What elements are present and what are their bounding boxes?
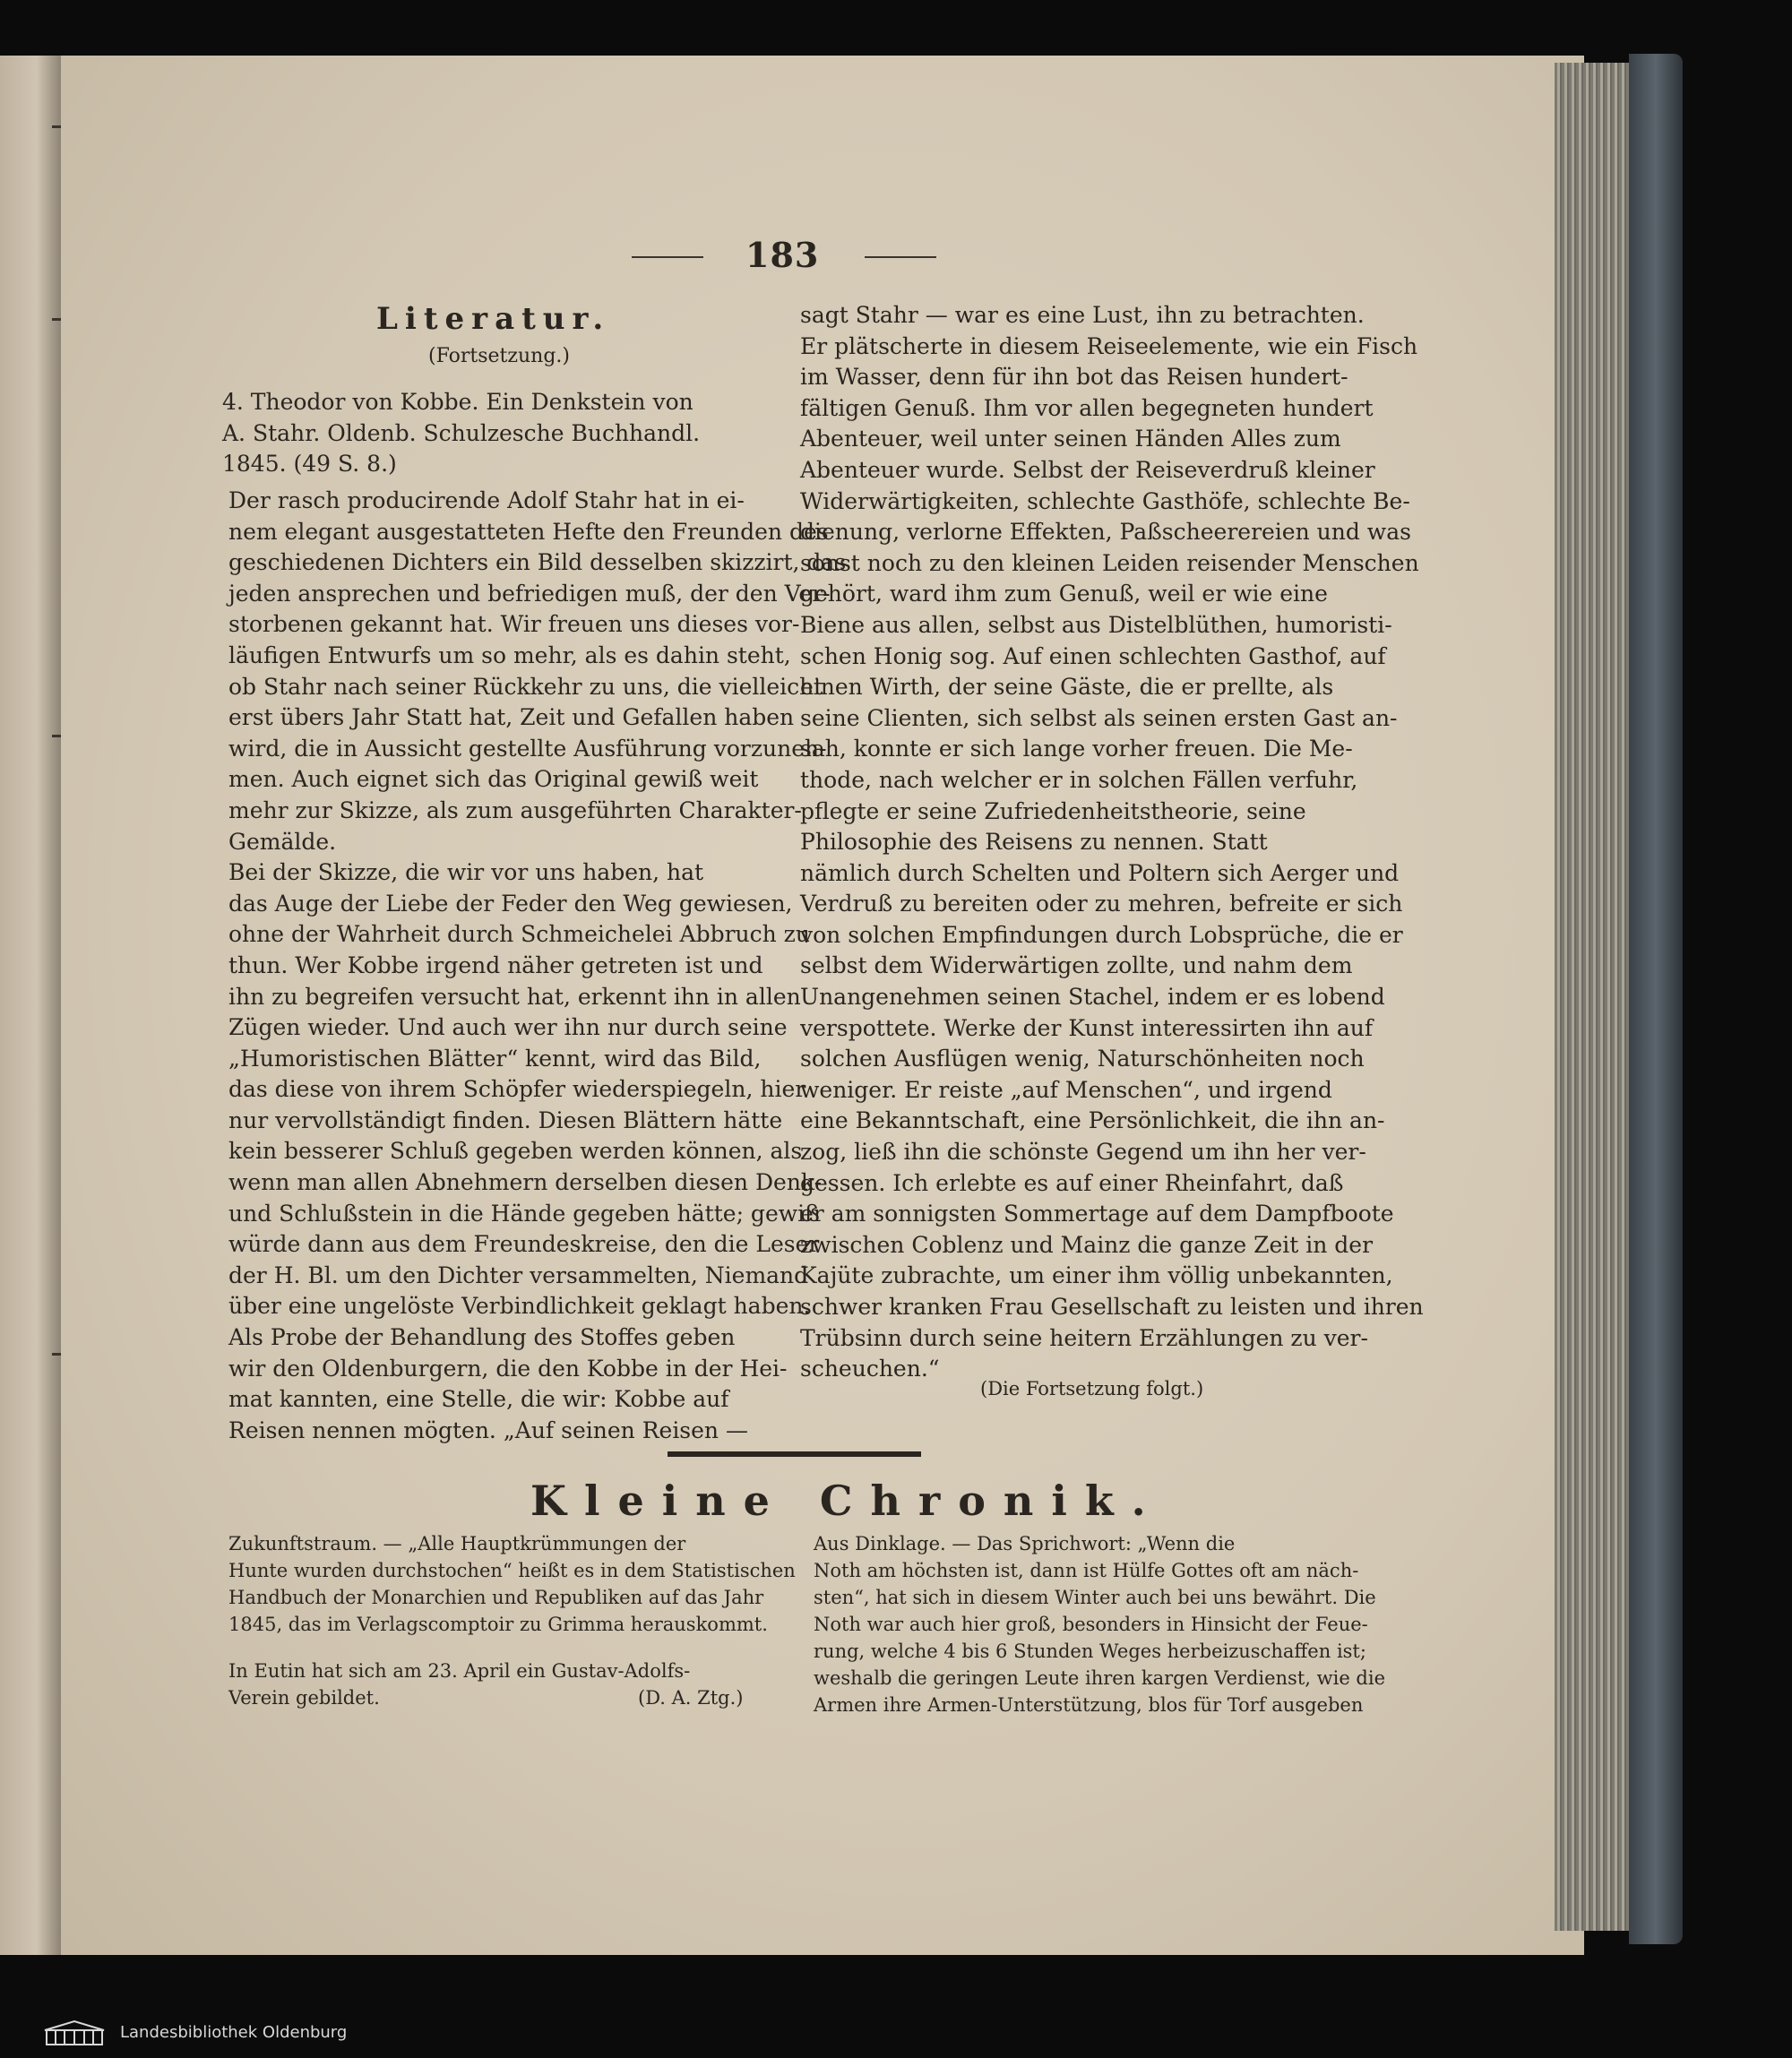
- text-line: nem elegant ausgestatteten Hefte den Freunden des: [228, 518, 829, 545]
- chronik-title: Kleine Chronik.: [530, 1477, 1164, 1525]
- text-line: Als Probe der Behandlung des Stoffes geben: [228, 1324, 736, 1351]
- chronik-line: Noth war auch hier groß, besonders in Hinsicht der Feue-: [814, 1614, 1368, 1635]
- text-line: selbst dem Widerwärtigen zollte, und nahm dem: [800, 952, 1353, 979]
- adjacent-page-edge: [0, 56, 61, 1955]
- text-line: Der rasch producirende Adolf Stahr hat in ei-: [228, 487, 745, 513]
- chronik-line: Aus Dinklage. — Das Sprichwort: „Wenn die: [814, 1533, 1236, 1554]
- text-line: Gemälde.: [228, 828, 337, 855]
- book-entry: [222, 387, 773, 480]
- text-line: solchen Ausflügen wenig, Naturschönheiten noch: [800, 1046, 1365, 1072]
- text-line: einen Wirth, der seine Gäste, die er prellte, als: [800, 674, 1334, 701]
- text-line: von solchen Empfindungen durch Lobsprüche, die er: [800, 921, 1403, 948]
- chronik-line: sten“, hat sich in diesem Winter auch bei uns bewährt. Die: [814, 1587, 1376, 1608]
- chronik-source: (D. A. Ztg.): [638, 1687, 744, 1709]
- entry-line: 1845. (49 S. 8.): [222, 451, 397, 478]
- text-line: ohne der Wahrheit durch Schmeichelei Abbruch zu: [228, 921, 810, 948]
- library-name[interactable]: Landesbibliothek Oldenburg: [120, 2023, 348, 2042]
- chronik-right-column: [814, 1530, 1386, 1718]
- text-line: er am sonnigsten Sommertage auf dem Dampfboote: [800, 1201, 1394, 1227]
- text-line: würde dann aus dem Freundeskreise, den die Leser: [228, 1231, 820, 1258]
- text-line: „Humoristischen Blätter“ kennt, wird das Bild,: [228, 1045, 762, 1072]
- text-line: pflegte er seine Zufriedenheitstheorie, seine: [800, 797, 1306, 824]
- text-line: men. Auch eignet sich das Original gewiß weit: [228, 766, 759, 793]
- entry-line: 4. Theodor von Kobbe. Ein Denkstein von: [222, 389, 694, 415]
- text-line: zog, ließ ihn die schönste Gegend um ihn her ver-: [800, 1139, 1366, 1166]
- text-line: das Auge der Liebe der Feder den Weg gewiesen,: [228, 890, 793, 917]
- section-title: Literatur.: [376, 301, 611, 337]
- text-line: Widerwärtigkeiten, schlechte Gasthöfe, schlechte Be-: [800, 487, 1410, 514]
- binding-mark: [52, 318, 61, 321]
- left-column-text: [228, 486, 847, 1446]
- chronik-line: 1845, das im Verlagscomptoir zu Grimma herauskommt.: [228, 1614, 768, 1635]
- text-line: wird, die in Aussicht gestellte Ausführung vorzuneh-: [228, 735, 827, 762]
- chronik-line: Noth am höchsten ist, dann ist Hülfe Gottes oft am näch-: [814, 1560, 1359, 1581]
- text-line: der H. Bl. um den Dichter versammelten, Niemand: [228, 1261, 809, 1288]
- text-line: Verdruß zu bereiten oder zu mehren, befreite er sich: [800, 891, 1403, 917]
- chronik-line: Verein gebildet.: [228, 1687, 380, 1709]
- text-line: Kajüte zubrachte, um einer ihm völlig unbekannten,: [800, 1262, 1393, 1289]
- text-line: gessen. Ich erlebte es auf einer Rheinfahrt, daß: [800, 1169, 1344, 1196]
- text-line: Bei der Skizze, die wir vor uns haben, hat: [228, 859, 704, 886]
- header-rule-left: [632, 256, 703, 258]
- header-rule-right: [865, 256, 936, 258]
- text-line: thun. Wer Kobbe irgend näher getreten ist und: [228, 952, 763, 978]
- text-line: wir den Oldenburgern, die den Kobbe in der Hei-: [228, 1355, 788, 1382]
- binding-mark: [52, 735, 61, 737]
- text-line: dienung, verlorne Effekten, Paßscheerereien und was: [800, 519, 1411, 546]
- chronik-line: Handbuch der Monarchien und Republiken auf das Jahr: [228, 1587, 764, 1608]
- chronik-line: Hunte wurden durchstochen“ heißt es in dem Statistischen: [228, 1560, 796, 1581]
- text-line: mehr zur Skizze, als zum ausgeführten Charakter-: [228, 797, 802, 823]
- text-line: geschiedenen Dichters ein Bild desselben skizzirt, das: [228, 549, 847, 576]
- text-line: Biene aus allen, selbst aus Distelblüthen, humoristi-: [800, 611, 1392, 638]
- text-line: kein besserer Schluß gegeben werden können, als: [228, 1138, 803, 1165]
- text-line: scheuchen.“: [800, 1356, 940, 1382]
- text-line: seine Clienten, sich selbst als seinen ersten Gast an-: [800, 704, 1398, 731]
- text-line: storbenen gekannt hat. Wir freuen uns dieses vor-: [228, 611, 800, 638]
- text-line: und Schlußstein in die Hände gegeben hätte; gewiß: [228, 1200, 820, 1227]
- text-line: Er plätscherte in diesem Reiseelemente, wie ein Fisch: [800, 332, 1418, 359]
- chronik-line: Armen ihre Armen-Unterstützung, blos für Torf ausgeben: [814, 1694, 1364, 1716]
- text-line: sah, konnte er sich lange vorher freuen. Die Me-: [800, 736, 1353, 762]
- section-divider: [668, 1451, 921, 1457]
- text-line: Philosophie des Reisens zu nennen. Statt: [800, 829, 1268, 856]
- text-line: wenn man allen Abnehmern derselben diesen Denk-: [228, 1169, 823, 1196]
- text-line: ob Stahr nach seiner Rückkehr zu uns, die vielleicht: [228, 673, 823, 700]
- book-cover: [1629, 54, 1683, 1944]
- text-line: weniger. Er reiste „auf Menschen“, und irgend: [800, 1076, 1332, 1103]
- chronik-line: In Eutin hat sich am 23. April ein Gustav-Adolfs-: [228, 1660, 691, 1682]
- text-line: Abenteuer, weil unter seinen Händen Alles zum: [800, 426, 1341, 452]
- text-line: fältigen Genuß. Ihm vor allen begegneten hundert: [800, 394, 1374, 421]
- chronik-left-column: [228, 1530, 796, 1638]
- binding-mark: [52, 125, 61, 128]
- text-line: jeden ansprechen und befriedigen muß, der den Ver-: [228, 580, 831, 607]
- text-line: Zügen wieder. Und auch wer ihn nur durch seine: [228, 1014, 788, 1041]
- text-line: sagt Stahr — war es eine Lust, ihn zu betrachten.: [800, 302, 1365, 328]
- chronik-line: weshalb die geringen Leute ihren kargen Verdienst, wie die: [814, 1667, 1386, 1689]
- text-line: gehört, ward ihm zum Genuß, weil er wie eine: [800, 581, 1328, 607]
- text-line: mat kannten, eine Stelle, die wir: Kobbe auf: [228, 1386, 729, 1413]
- chronik-line: Zukunftstraum. — „Alle Hauptkrümmungen der: [228, 1533, 686, 1554]
- library-building-icon: [43, 2019, 106, 2046]
- text-line: erst übers Jahr Statt hat, Zeit und Gefallen haben: [228, 704, 795, 731]
- text-line: über eine ungelöste Verbindlichkeit geklagt haben.: [228, 1293, 811, 1320]
- text-line: schwer kranken Frau Gesellschaft zu leisten und ihren: [800, 1294, 1424, 1320]
- text-line: ihn zu begreifen versucht hat, erkennt ihn in allen: [228, 983, 801, 1010]
- entry-line: A. Stahr. Oldenb. Schulzesche Buchhandl.: [222, 419, 701, 446]
- text-line: Abenteuer wurde. Selbst der Reiseverdruß kleiner: [800, 456, 1375, 483]
- binding-mark: [52, 1353, 61, 1356]
- text-line: nämlich durch Schelten und Poltern sich Aerger und: [800, 859, 1400, 886]
- continuation-note: (Die Fortsetzung folgt.): [980, 1378, 1204, 1399]
- page-number: 183: [745, 235, 820, 275]
- text-line: im Wasser, denn für ihn bot das Reisen hundert-: [800, 364, 1348, 391]
- text-line: nur vervollständigt finden. Diesen Blättern hätte: [228, 1106, 783, 1133]
- text-line: das diese von ihrem Schöpfer wiederspiegeln, hier: [228, 1076, 806, 1103]
- text-line: Trübsinn durch seine heitern Erzählungen zu ver-: [800, 1324, 1368, 1351]
- right-column-text: [800, 300, 1424, 1385]
- text-line: läufigen Entwurfs um so mehr, als es dahin steht,: [228, 642, 791, 668]
- text-line: zwischen Coblenz und Mainz die ganze Zeit in der: [800, 1231, 1374, 1258]
- text-line: eine Bekanntschaft, eine Persönlichkeit, die ihn an-: [800, 1107, 1385, 1134]
- text-line: sonst noch zu den kleinen Leiden reisender Menschen: [800, 549, 1419, 576]
- text-line: Reisen nennen mögten. „Auf seinen Reisen —: [228, 1416, 748, 1443]
- text-line: Unangenehmen seinen Stachel, indem er es lobend: [800, 984, 1385, 1011]
- text-line: schen Honig sog. Auf einen schlechten Gasthof, auf: [800, 642, 1386, 669]
- chronik-line: rung, welche 4 bis 6 Stunden Weges herbeizuschaffen ist;: [814, 1640, 1366, 1662]
- text-line: thode, nach welcher er in solchen Fällen verfuhr,: [800, 766, 1358, 793]
- section-subtitle: (Fortsetzung.): [428, 345, 570, 367]
- text-line: verspottete. Werke der Kunst interessirten ihn auf: [800, 1014, 1374, 1041]
